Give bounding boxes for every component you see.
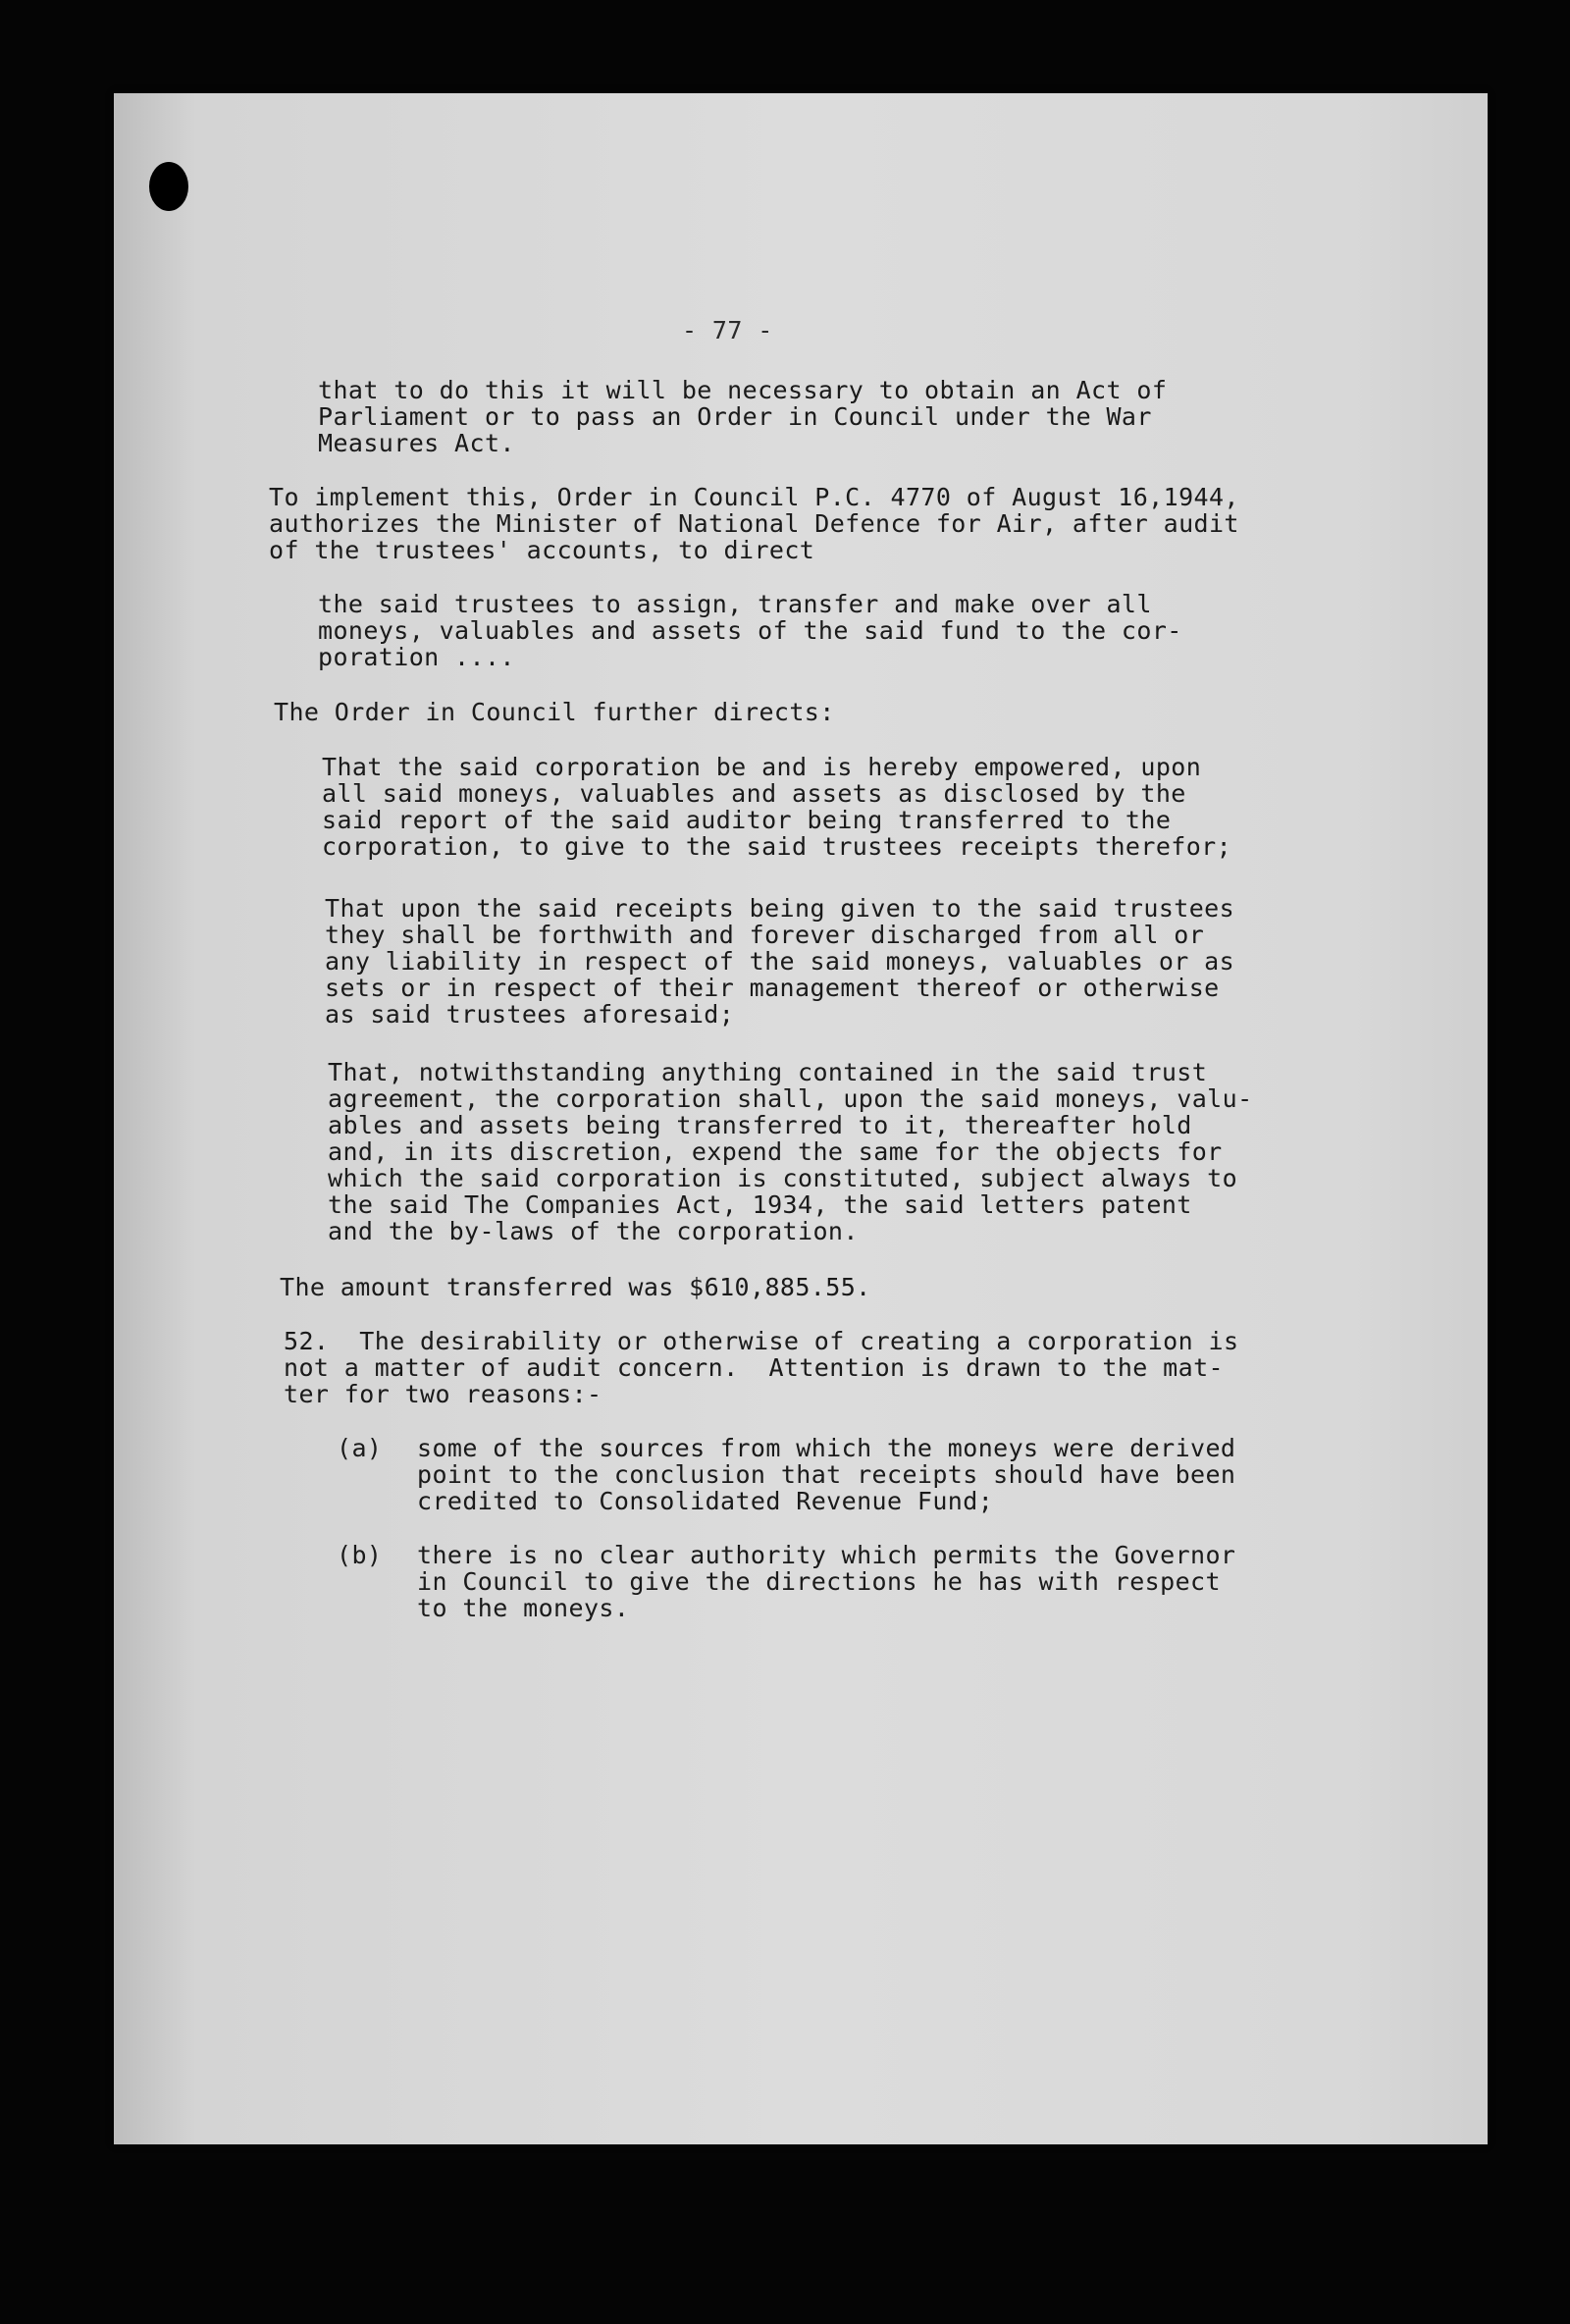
punch-hole: [149, 162, 188, 211]
quote-notwithstanding: That, notwithstanding anything contained in the said trust agreement, the corporation shall, upon the said moneys, valu- ables and assets being transferred to it, thereafter hold and, in its discretion, expend the same for the objects for which the said corporation is constituted, subject always to the said The Companies Act, 1934, the said letters patent and the by-laws of the corporation.: [328, 1058, 1253, 1245]
reason-a-label: (a): [337, 1434, 383, 1462]
page-number: - 77 -: [682, 316, 773, 344]
reason-b-text: there is no clear authority which permits the Governor in Council to give the directions he has with respect to the moneys.: [417, 1541, 1236, 1622]
reason-a-text: some of the sources from which the moneys were derived point to the conclusion that receipts should have been credited to Consolidated Revenue Fund;: [417, 1434, 1236, 1515]
quote-discharge: That upon the said receipts being given to the said trustees they shall be forthwith and forever discharged from all or any liability in respect of the said moneys, valuables or as sets or in respect of their management thereof or otherwise as said trustees aforesaid;: [325, 894, 1235, 1029]
reason-b-label: (b): [337, 1541, 383, 1569]
quote-receipts: That the said corporation be and is hereby empowered, upon all said moneys, valuables and assets as disclosed by the said report of the said auditor being transferred to the corporation, to give to the said trustees receipts therefor;: [322, 753, 1232, 861]
amount-transferred: The amount transferred was $610,885.55.: [280, 1273, 871, 1301]
further-directs-paragraph: The Order in Council further directs:: [274, 698, 835, 726]
trustees-quote: the said trustees to assign, transfer and make over all moneys, valuables and assets of the said fund to the cor- poration ....: [318, 590, 1182, 671]
implement-paragraph: To implement this, Order in Council P.C. 4770 of August 16,1944, authorizes the Minister of National Defence for Air, after audit of the trustees' accounts, to direct: [269, 483, 1239, 564]
continuation-paragraph: that to do this it will be necessary to obtain an Act of Parliament or to pass an Order in Council under the War Measures Act.: [318, 376, 1168, 457]
paragraph-52: 52. The desirability or otherwise of creating a corporation is not a matter of audit concern. Attention is drawn to the mat- ter for two reasons:-: [284, 1327, 1239, 1408]
